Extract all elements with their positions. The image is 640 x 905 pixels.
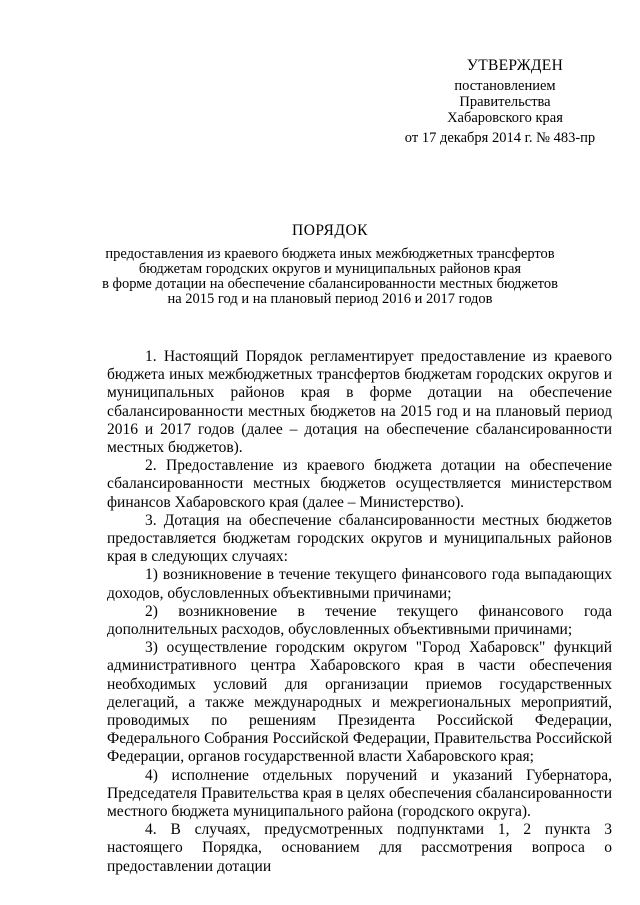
document-subtitle-line: предоставления из краевого бюджета иных межбюджетных трансфертов (105, 246, 555, 262)
subparagraph-2: 2) возникновение в течение текущего финансового года дополнительных расходов, обусловленных объективными причинами; (107, 602, 612, 639)
approval-stamp (390, 58, 620, 146)
document-title: ПОРЯДОК (292, 222, 368, 239)
approval-date: от 17 декабря 2014 г. № 483-пр (404, 130, 596, 146)
document-subtitle-line: бюджетам городских округов и муниципальных районов края (138, 261, 522, 277)
approval-line-1: постановлением (454, 78, 556, 94)
paragraph-1: 1. Настоящий Порядок регламентирует предоставление из краевого бюджета иных межбюджетных трансфертов бюджетам городских округов и муниципальных районов края в форме дотации на обеспечение сбалансированности местных бюджетов на 2015 год и на плановый период 2016 и 2017 годов (далее – дотация на обеспечение сбалансированности местных бюджетов). (107, 348, 612, 457)
approved-label: УТВЕРЖДЕН (466, 57, 564, 74)
subparagraph-3: 3) осуществление городским округом "Город Хабаровск" функций административного центра Хабаровского края в части обеспечения необходимых условий для организации приемов государственных делегаций, а также международных и межрегиональных мероприятий, проводимых по решениям Президента Российской Федерации, Федерального Собрания Российской Федерации, Правительства Российской Федерации, органов государственной власти Хабаровского края; (107, 639, 612, 766)
paragraph-4: 4. В случаях, предусмотренных подпунктами 1, 2 пункта 3 настоящего Порядка, основанием для рассмотрения вопроса о предоставлении дотации (107, 821, 612, 875)
paragraph-2: 2. Предоставление из краевого бюджета дотации на обеспечение сбалансированности местных бюджетов осуществляется министерством финансов Хабаровского края (далее – Министерство). (107, 457, 612, 511)
document-subtitle-line: на 2015 год и на плановый период 2016 и 2017 годов (167, 291, 493, 307)
approval-line-3: Хабаровского края (447, 110, 563, 126)
document-title-block (80, 222, 580, 307)
paragraph-3: 3. Дотация на обеспечение сбалансированности местных бюджетов предоставляется бюджетам городских округов и муниципальных районов края в следующих случаях: (107, 511, 612, 566)
subparagraph-4: 4) исполнение отдельных поручений и указаний Губернатора, Председателя Правительства края в целях обеспечения сбалансированности местного бюджета муниципального района (городского округа). (107, 766, 612, 821)
approval-line-2: Правительства (459, 94, 551, 110)
document-body (107, 348, 612, 876)
subparagraph-1: 1) возникновение в течение текущего финансового года выпадающих доходов, обусловленных объективными причинами; (107, 566, 612, 602)
document-subtitle-line: в форме дотации на обеспечение сбалансированности местных бюджетов (102, 276, 558, 292)
